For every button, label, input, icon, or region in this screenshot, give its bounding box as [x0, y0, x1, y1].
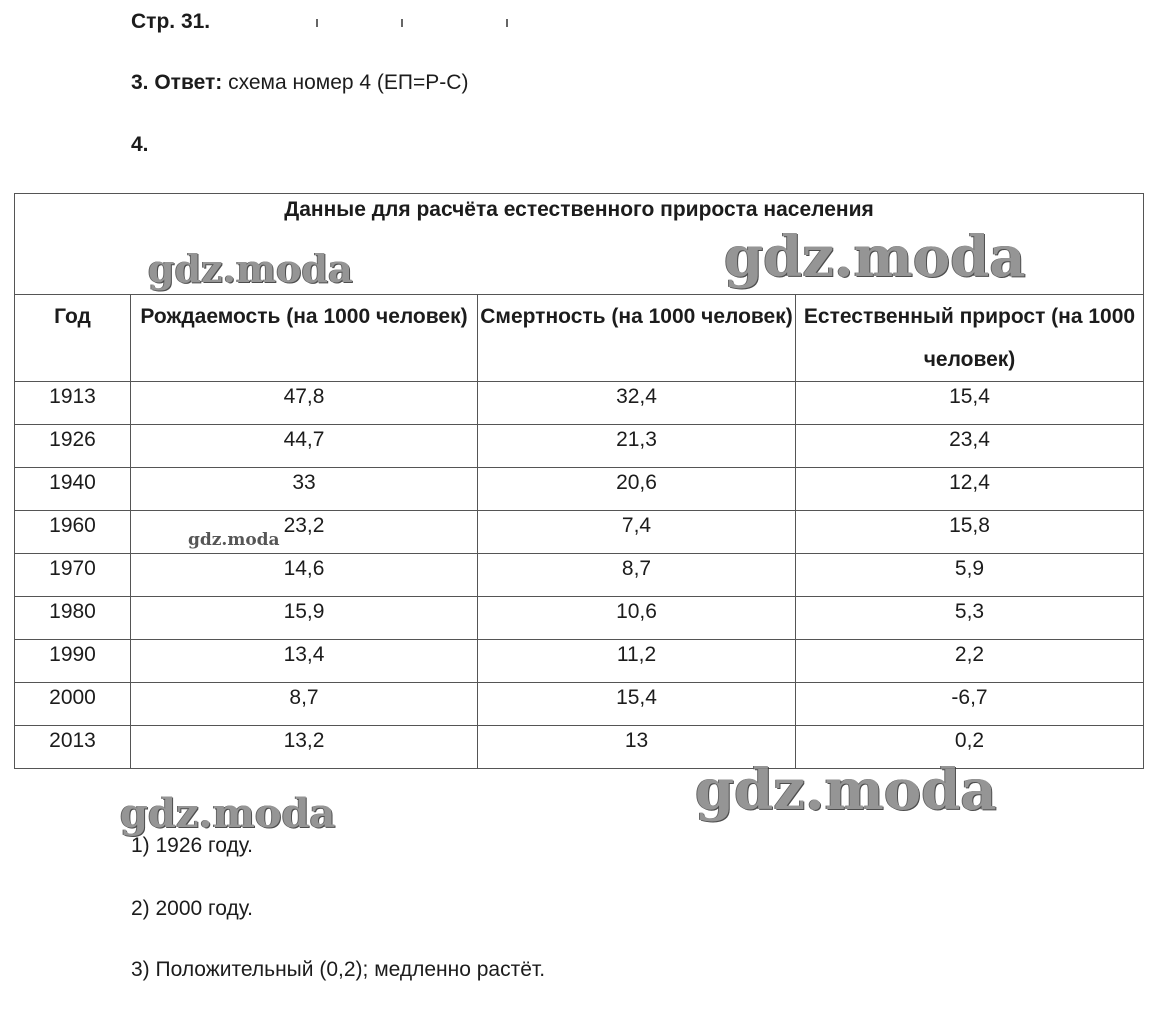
column-header-year: Год: [15, 295, 131, 382]
table-row: [15, 683, 1144, 726]
watermark-logo: gdz.moda: [188, 530, 280, 550]
watermark-logo: gdz.moda: [695, 757, 997, 823]
birth-rate-cell: 23,2: [131, 511, 478, 554]
natural-increase-cell: 5,9: [796, 554, 1144, 597]
task-4-label: 4.: [131, 133, 149, 156]
table-row: [15, 640, 1144, 683]
year-cell: 1970: [15, 554, 131, 597]
table-row: [15, 425, 1144, 468]
column-header-birth-rate: Рождаемость (на 1000 человек): [131, 295, 478, 382]
answer-line-1: 1) 1926 году.: [131, 834, 253, 857]
table-row: [15, 597, 1144, 640]
year-cell: 2013: [15, 726, 131, 769]
column-header-natural-increase: Естественный прирост (на 1000 человек): [796, 295, 1144, 382]
natural-increase-cell: 5,3: [796, 597, 1144, 640]
page-number-label: Стр. 31.: [131, 10, 211, 33]
table-row: [15, 511, 1144, 554]
table-row: [15, 468, 1144, 511]
table-caption: Данные для расчёта естественного прироста населения: [15, 194, 1144, 295]
erased-text: [216, 10, 516, 30]
natural-increase-cell: 15,4: [796, 382, 1144, 425]
answer-3: [131, 71, 468, 95]
answer-3-text: схема номер 4 (ЕП=Р-С): [222, 71, 469, 94]
table-row: [15, 382, 1144, 425]
birth-rate-cell: 15,9: [131, 597, 478, 640]
year-cell: 1960: [15, 511, 131, 554]
death-rate-cell: 8,7: [478, 554, 796, 597]
year-cell: 1990: [15, 640, 131, 683]
death-rate-cell: 15,4: [478, 683, 796, 726]
natural-increase-cell: 0,2: [796, 726, 1144, 769]
table-row: [15, 554, 1144, 597]
watermark-logo: gdz.moda: [120, 790, 336, 837]
year-cell: 1913: [15, 382, 131, 425]
page-heading: [131, 8, 516, 34]
table-body: [15, 382, 1144, 769]
death-rate-cell: 21,3: [478, 425, 796, 468]
natural-increase-cell: -6,7: [796, 683, 1144, 726]
birth-rate-cell: 44,7: [131, 425, 478, 468]
natural-increase-cell: 2,2: [796, 640, 1144, 683]
answer-3-label: 3. Ответ:: [131, 71, 223, 94]
watermark-logo: gdz.moda: [724, 224, 1026, 290]
answer-line-2: 2) 2000 году.: [131, 897, 253, 920]
birth-rate-cell: 13,2: [131, 726, 478, 769]
birth-rate-cell: 13,4: [131, 640, 478, 683]
birth-rate-cell: 14,6: [131, 554, 478, 597]
answer-line-3: 3) Положительный (0,2); медленно растёт.: [131, 958, 546, 981]
year-cell: 1940: [15, 468, 131, 511]
birth-rate-cell: 47,8: [131, 382, 478, 425]
death-rate-cell: 11,2: [478, 640, 796, 683]
death-rate-cell: 32,4: [478, 382, 796, 425]
birth-rate-cell: 8,7: [131, 683, 478, 726]
natural-increase-cell: 23,4: [796, 425, 1144, 468]
year-cell: 1926: [15, 425, 131, 468]
death-rate-cell: 7,4: [478, 511, 796, 554]
watermark-logo: gdz.moda: [148, 246, 353, 291]
year-cell: 1980: [15, 597, 131, 640]
birth-rate-cell: 33: [131, 468, 478, 511]
table-header-row: [15, 295, 1144, 382]
natural-increase-cell: 15,8: [796, 511, 1144, 554]
death-rate-cell: 10,6: [478, 597, 796, 640]
column-header-death-rate: Смертность (на 1000 человек): [478, 295, 796, 382]
natural-increase-cell: 12,4: [796, 468, 1144, 511]
death-rate-cell: 13: [478, 726, 796, 769]
year-cell: 2000: [15, 683, 131, 726]
death-rate-cell: 20,6: [478, 468, 796, 511]
